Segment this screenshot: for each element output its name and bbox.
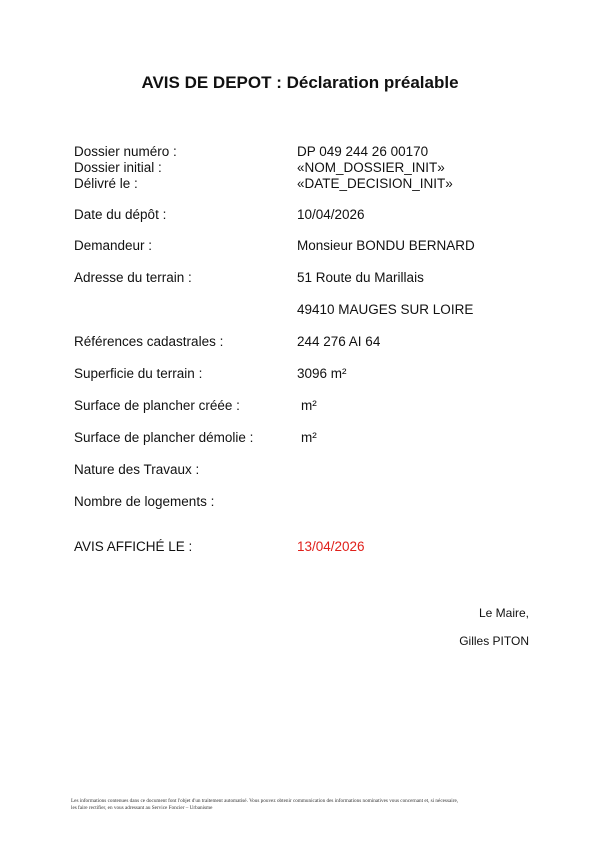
label-demandeur: Demandeur : xyxy=(74,238,153,253)
label-dossier-numero: Dossier numéro : xyxy=(74,144,177,159)
value-date-depot: 10/04/2026 xyxy=(297,207,365,222)
label-surface-demolie: Surface de plancher démolie : xyxy=(74,430,254,445)
value-adresse-line2: 49410 MAUGES SUR LOIRE xyxy=(297,302,474,317)
signature-name: Gilles PITON xyxy=(459,634,529,648)
value-delivre-le: «DATE_DECISION_INIT» xyxy=(297,176,453,191)
value-superficie: 3096 m² xyxy=(297,366,347,381)
label-adresse: Adresse du terrain : xyxy=(74,270,192,285)
label-avis-affiche: AVIS AFFICHÉ LE : xyxy=(74,539,193,554)
value-dossier-initial: «NOM_DOSSIER_INIT» xyxy=(297,160,445,175)
value-surface-creee: m² xyxy=(301,398,317,413)
value-demandeur: Monsieur BONDU BERNARD xyxy=(297,238,475,253)
label-delivre-le: Délivré le : xyxy=(74,176,138,191)
label-surface-creee: Surface de plancher créée : xyxy=(74,398,240,413)
value-references: 244 276 AI 64 xyxy=(297,334,381,349)
value-adresse-line1: 51 Route du Marillais xyxy=(297,270,424,285)
footer-line-2: les faire rectifier, en vous adressant au Service Foncier – Urbanisme xyxy=(71,805,213,811)
label-dossier-initial: Dossier initial : xyxy=(74,160,162,175)
value-dossier-numero: DP 049 244 26 00170 xyxy=(297,144,429,159)
footer-line-1: Les informations contenues dans ce document font l'objet d'un traitement automatisé. Vous pouvez obtenir communication des informations nominatives vous concernant et, si nécessaire, xyxy=(71,798,459,804)
footer-notice xyxy=(71,798,541,812)
page-title: AVIS DE DEPOT : Déclaration préalable xyxy=(141,73,459,92)
label-superficie: Superficie du terrain : xyxy=(74,366,203,381)
value-avis-affiche: 13/04/2026 xyxy=(297,539,365,554)
label-nature-travaux: Nature des Travaux : xyxy=(74,462,200,477)
signature-role: Le Maire, xyxy=(478,606,529,620)
value-surface-demolie: m² xyxy=(301,430,317,445)
label-nombre-logements: Nombre de logements : xyxy=(74,494,215,509)
label-date-depot: Date du dépôt : xyxy=(74,207,167,222)
label-references: Références cadastrales : xyxy=(74,334,224,349)
